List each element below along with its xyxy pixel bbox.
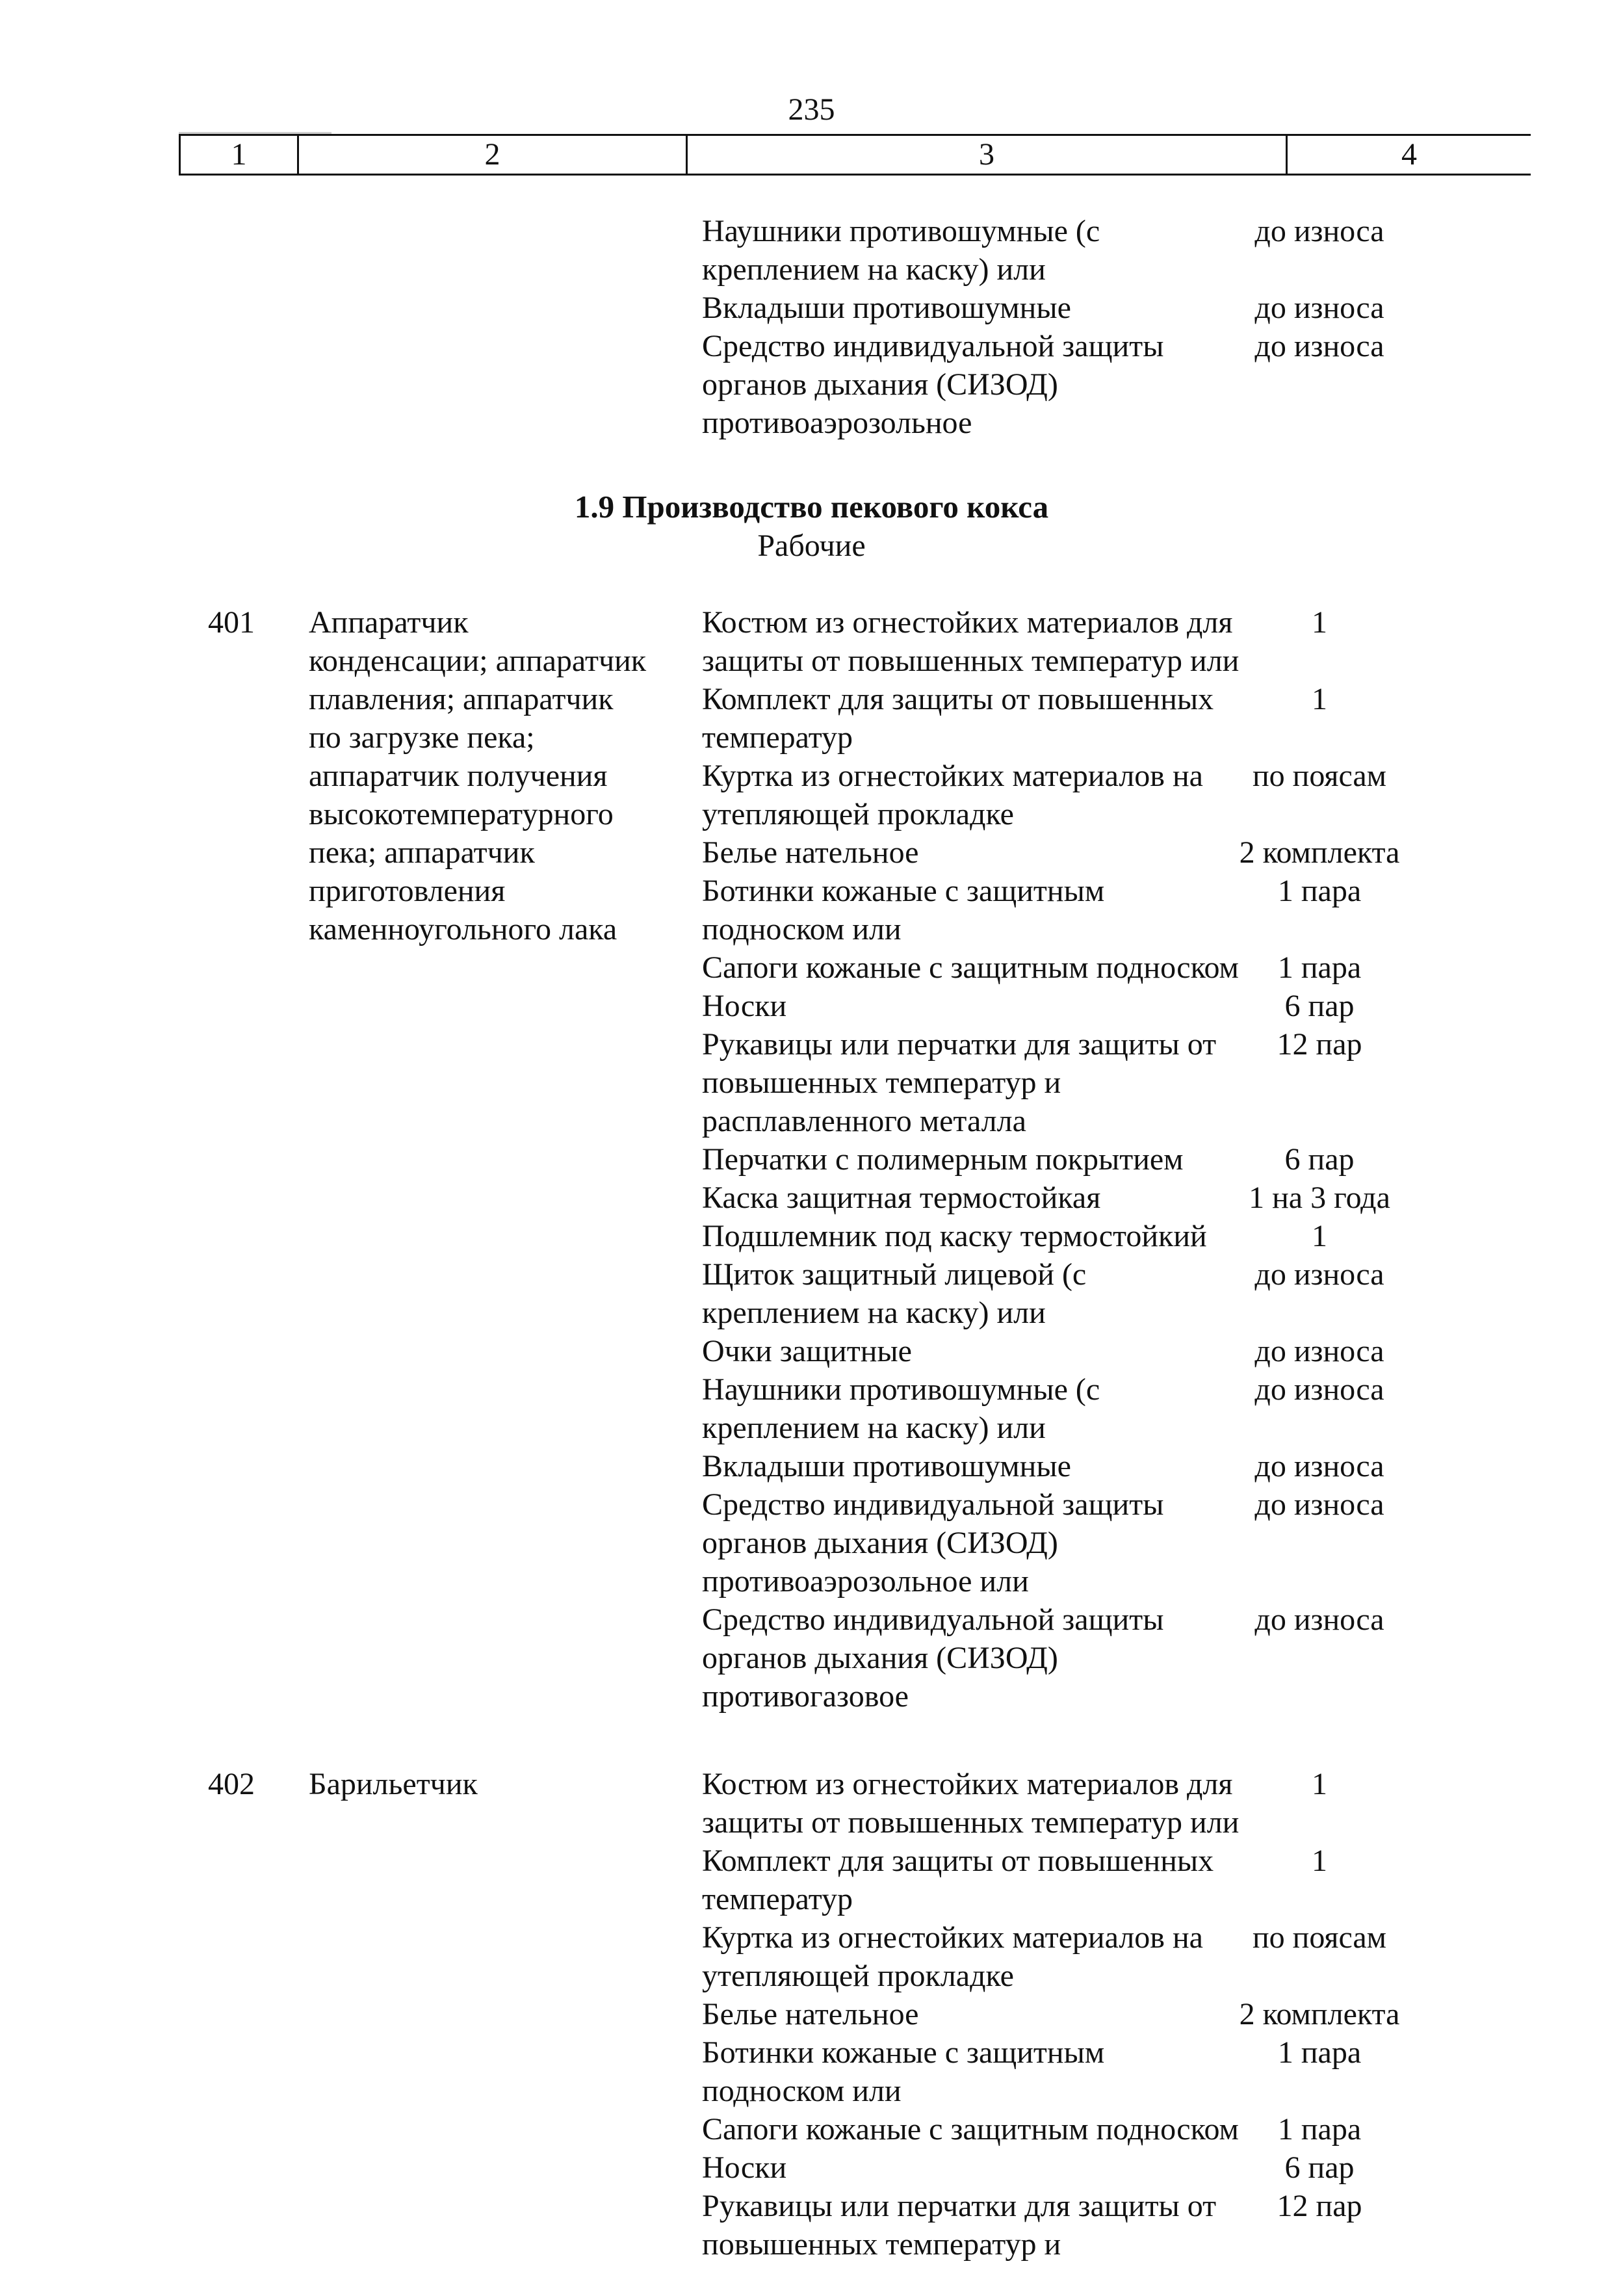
item-line: Вкладыши противошумные — [702, 291, 1071, 325]
item-line: Комплект для защиты от повышенных — [702, 1844, 1214, 1878]
column-header-4: 4 — [1401, 137, 1417, 172]
item-line: Ботинки кожаные с защитным — [702, 874, 1105, 908]
item-line: противоаэрозольное или — [702, 1564, 1029, 1598]
item-line: Подшлемник под каску термостойкий — [702, 1219, 1207, 1253]
norm-value: до износа — [1254, 1257, 1384, 1292]
profession-line: приготовления — [309, 874, 506, 908]
norm-value: до износа — [1254, 214, 1384, 248]
item-line: креплением на каску) или — [702, 1296, 1046, 1330]
item-line: утепляющей прокладке — [702, 797, 1014, 831]
norm-value: до износа — [1254, 1372, 1384, 1407]
item-line: Каска защитная термостойкая — [702, 1181, 1101, 1215]
norm-value: 1 пара — [1277, 874, 1362, 908]
norm-value: 12 пар — [1277, 1027, 1362, 1062]
item-line: защиты от повышенных температур или — [702, 644, 1240, 678]
item-line: Щиток защитный лицевой (с — [702, 1257, 1087, 1292]
norm-value: 6 пар — [1284, 1142, 1355, 1177]
item-line: Очки защитные — [702, 1334, 912, 1368]
norm-value: 1 — [1312, 1844, 1327, 1878]
norm-value: до износа — [1254, 291, 1384, 325]
column-header-row — [179, 134, 1531, 176]
item-line: Средство индивидуальной защиты — [702, 1487, 1164, 1522]
norm-value: 6 пар — [1284, 989, 1355, 1023]
item-line: органов дыхания (СИЗОД) — [702, 367, 1058, 402]
item-line: Сапоги кожаные с защитным подноском — [702, 2112, 1239, 2146]
item-line: Костюм из огнестойких материалов для — [702, 605, 1233, 640]
norm-value: до износа — [1254, 1334, 1384, 1368]
item-line: Носки — [702, 989, 787, 1023]
item-line: противогазовое — [702, 1679, 909, 1714]
norm-value: 1 — [1312, 605, 1327, 640]
item-line: Средство индивидуальной защиты — [702, 329, 1164, 363]
norm-value: 6 пар — [1284, 2150, 1355, 2185]
item-line: Рукавицы или перчатки для защиты от — [702, 1027, 1217, 1062]
row-number: 402 — [208, 1767, 255, 1801]
norm-value: до износа — [1254, 1449, 1384, 1483]
profession-line: Барильетчик — [309, 1767, 478, 1801]
item-line: расплавленного металла — [702, 1104, 1026, 1138]
norm-value: 1 на 3 года — [1249, 1181, 1390, 1215]
norm-value: по поясам — [1252, 759, 1387, 793]
column-header-3: 3 — [688, 136, 1288, 174]
profession-line: каменноугольного лака — [309, 912, 617, 946]
norm-value: 1 — [1312, 1767, 1327, 1801]
profession-line: по загрузке пека; — [309, 720, 535, 755]
item-line: Куртка из огнестойких материалов на — [702, 1920, 1203, 1955]
item-line: креплением на каску) или — [702, 252, 1046, 287]
item-line: органов дыхания (СИЗОД) — [702, 1526, 1058, 1560]
profession-line: пека; аппаратчик — [309, 835, 535, 870]
norm-value: по поясам — [1252, 1920, 1387, 1955]
item-line: утепляющей прокладке — [702, 1959, 1014, 1993]
norm-value: 1 — [1312, 682, 1327, 716]
column-header-1: 1 — [181, 136, 299, 174]
norm-value: до износа — [1254, 1487, 1384, 1522]
profession-line: Аппаратчик — [309, 605, 469, 640]
item-line: Вкладыши противошумные — [702, 1449, 1071, 1483]
profession-line: высокотемпературного — [309, 797, 614, 831]
profession-line: конденсации; аппаратчик — [309, 644, 647, 678]
item-line: Куртка из огнестойких материалов на — [702, 759, 1203, 793]
item-line: органов дыхания (СИЗОД) — [702, 1641, 1058, 1675]
item-line: Белье нательное — [702, 835, 919, 870]
norm-value: 1 пара — [1277, 950, 1362, 985]
item-line: креплением на каску) или — [702, 1411, 1046, 1445]
item-line: Средство индивидуальной защиты — [702, 1602, 1164, 1637]
page-number: 235 — [788, 92, 835, 127]
item-line: Белье нательное — [702, 1997, 919, 2031]
norm-value: 1 пара — [1277, 2112, 1362, 2146]
item-line: повышенных температур и — [702, 1065, 1061, 1100]
norm-value: 1 пара — [1277, 2035, 1362, 2070]
item-line: Наушники противошумные (с — [702, 214, 1100, 248]
item-line: Рукавицы или перчатки для защиты от — [702, 2189, 1217, 2223]
column-header-2: 2 — [299, 136, 688, 174]
item-line: Комплект для защиты от повышенных — [702, 682, 1214, 716]
profession-line: аппаратчик получения — [309, 759, 608, 793]
item-line: Сапоги кожаные с защитным подноском — [702, 950, 1239, 985]
norm-value: 12 пар — [1277, 2189, 1362, 2223]
item-line: повышенных температур и — [702, 2227, 1061, 2262]
section-subtitle: Рабочие — [757, 528, 866, 563]
item-line: подноском или — [702, 912, 902, 946]
profession-line: плавления; аппаратчик — [309, 682, 614, 716]
norm-value: до износа — [1254, 329, 1384, 363]
item-line: температур — [702, 1882, 853, 1916]
norm-value: до износа — [1254, 1602, 1384, 1637]
item-line: Носки — [702, 2150, 787, 2185]
item-line: температур — [702, 720, 853, 755]
section-title: 1.9 Производство пекового кокса — [574, 489, 1049, 525]
item-line: Ботинки кожаные с защитным — [702, 2035, 1105, 2070]
row-number: 401 — [208, 605, 255, 640]
item-line: подноском или — [702, 2074, 902, 2108]
item-line: Наушники противошумные (с — [702, 1372, 1100, 1407]
norm-value: 1 — [1312, 1219, 1327, 1253]
norm-value: 2 комплекта — [1239, 1997, 1400, 2031]
item-line: защиты от повышенных температур или — [702, 1805, 1240, 1840]
item-line: Перчатки с полимерным покрытием — [702, 1142, 1184, 1177]
norm-value: 2 комплекта — [1239, 835, 1400, 870]
item-line: противоаэрозольное — [702, 406, 972, 440]
item-line: Костюм из огнестойких материалов для — [702, 1767, 1233, 1801]
